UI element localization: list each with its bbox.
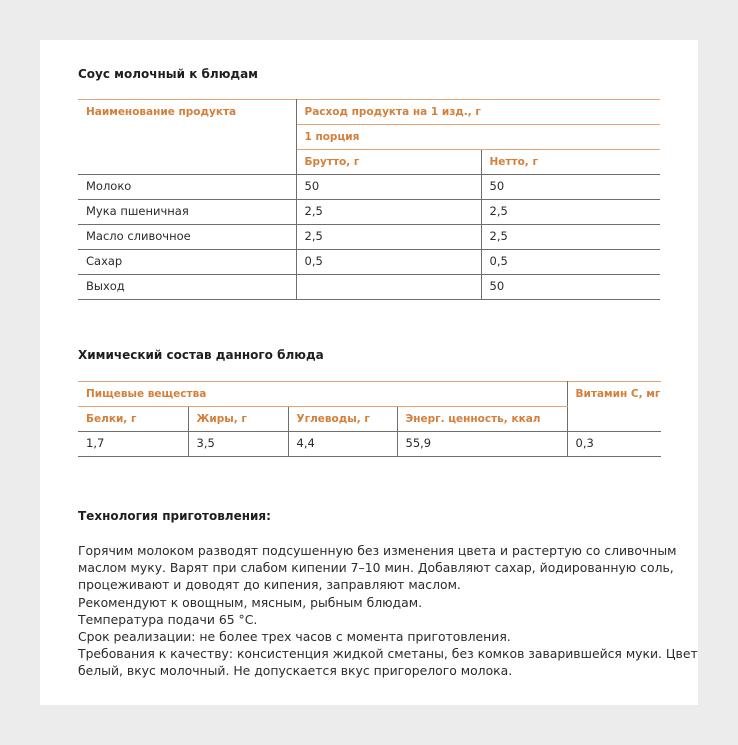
header-nutrients: Пищевые вещества [78, 382, 567, 407]
value-carbs: 4,4 [288, 432, 397, 457]
value-proteins: 1,7 [78, 432, 188, 457]
chem-title: Химический состав данного блюда [78, 348, 324, 362]
header-proteins: Белки, г [78, 407, 188, 432]
tech-title: Технология приготовления: [78, 509, 271, 523]
header-energy: Энерг. ценность, ккал [397, 407, 567, 432]
header-gross: Брутто, г [296, 150, 481, 175]
tech-line: Срок реализации: не более трех часов с момента приготовления. [78, 629, 511, 645]
tech-line: маслом муку. Варят при слабом кипении 7–10 мин. Добавляют сахар, йодированную соль, [78, 560, 674, 576]
value-fats: 3,5 [188, 432, 288, 457]
recipe-card [40, 40, 698, 705]
tech-line: Требования к качеству: консистенция жидкой сметаны, без комков заварившейся муки. Цвет [78, 646, 698, 662]
value-vitamin-c: 0,3 [567, 432, 661, 457]
tech-line: процеживают и доводят до кипения, заправляют маслом. [78, 577, 461, 593]
ingredient-gross: 2,5 [296, 200, 481, 225]
table-row [78, 200, 660, 225]
header-fats: Жиры, г [188, 407, 288, 432]
ingredient-name: Мука пшеничная [78, 200, 296, 225]
ingredient-net: 50 [481, 175, 660, 200]
tech-description [78, 542, 698, 680]
header-product-name: Наименование продукта [78, 100, 296, 175]
header-net: Нетто, г [481, 150, 660, 175]
ingredient-gross [296, 275, 481, 300]
value-energy: 55,9 [397, 432, 567, 457]
chem-header-row [78, 382, 661, 407]
ingredients-header-row [78, 100, 660, 125]
tech-line: белый, вкус молочный. Не допускается вкус пригорелого молока. [78, 663, 513, 679]
ingredients-table [78, 99, 660, 300]
table-row [78, 225, 660, 250]
ingredient-name: Выход [78, 275, 296, 300]
table-row [78, 275, 660, 300]
ingredient-name: Молоко [78, 175, 296, 200]
ingredient-net: 2,5 [481, 225, 660, 250]
ingredient-gross: 2,5 [296, 225, 481, 250]
ingredient-name: Сахар [78, 250, 296, 275]
ingredient-net: 50 [481, 275, 660, 300]
tech-line: Температура подачи 65 °С. [78, 611, 258, 627]
ingredient-name: Масло сливочное [78, 225, 296, 250]
ingredient-gross: 50 [296, 175, 481, 200]
table-row [78, 175, 660, 200]
table-row [78, 432, 661, 457]
ingredient-gross: 0,5 [296, 250, 481, 275]
ingredient-net: 0,5 [481, 250, 660, 275]
table-row [78, 250, 660, 275]
recipe-title: Соус молочный к блюдам [78, 67, 258, 81]
tech-line: Горячим молоком разводят подсушенную без изменения цвета и растертую со сливочным [78, 543, 677, 558]
header-consumption: Расход продукта на 1 изд., г [296, 100, 660, 125]
header-portion: 1 порция [296, 125, 660, 150]
chem-table [78, 381, 661, 457]
header-carbs: Углеводы, г [288, 407, 397, 432]
header-vitamin-c: Витамин С, мг [567, 382, 661, 432]
ingredient-net: 2,5 [481, 200, 660, 225]
tech-line: Рекомендуют к овощным, мясным, рыбным блюдам. [78, 594, 423, 610]
